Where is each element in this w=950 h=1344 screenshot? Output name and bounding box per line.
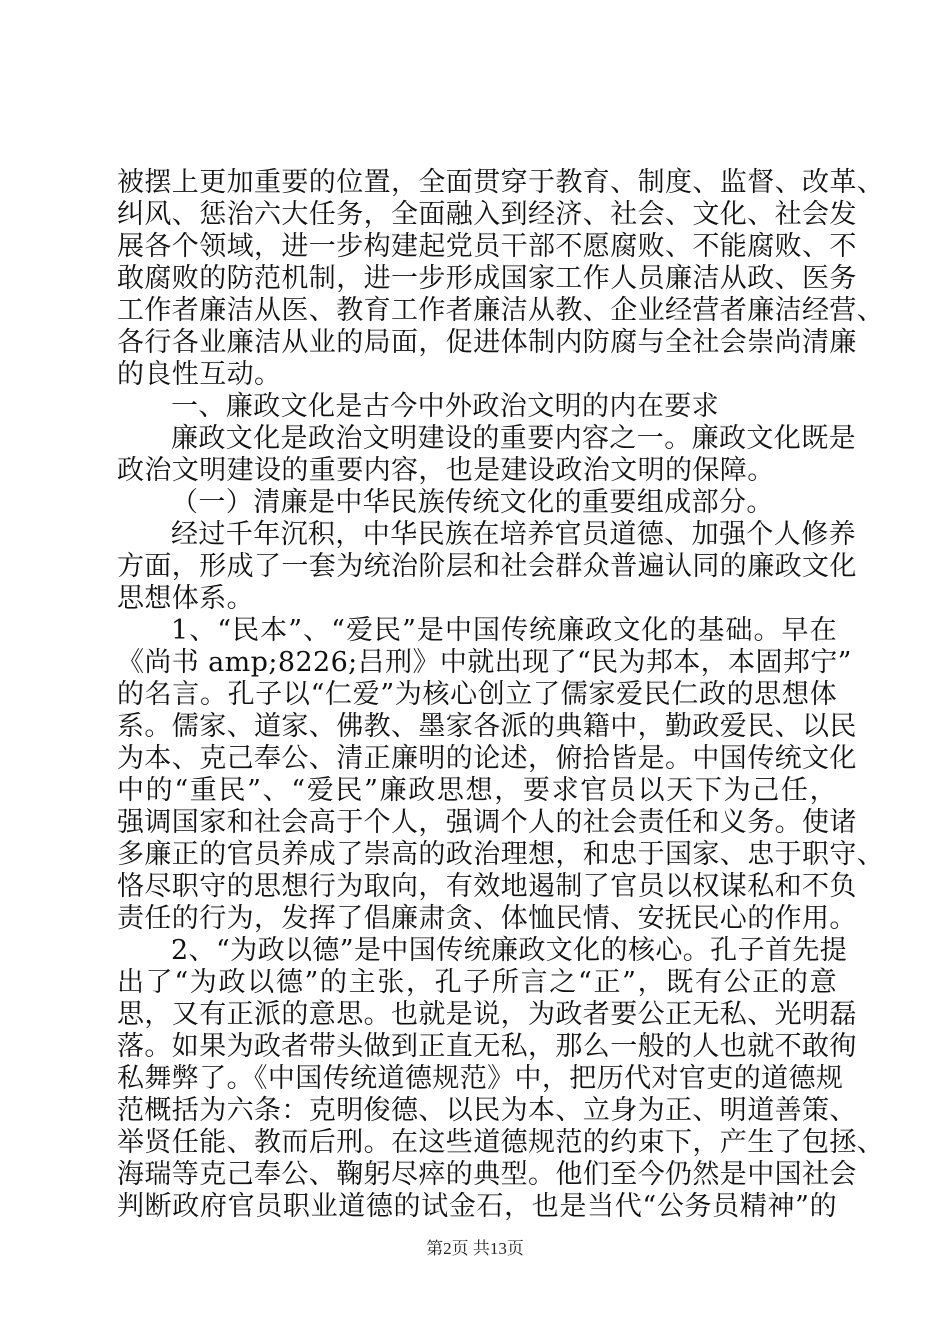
section-heading: 一、廉政文化是古今中外政治文明的内在要求 xyxy=(171,391,719,422)
text-line: 系。儒家、道家、佛教、墨家各派的典籍中，勤政爱民、以民 xyxy=(117,711,857,742)
text-line: 举贤任能、教而后刑。在这些道德规范的约束下，产生了包拯、 xyxy=(117,1127,885,1158)
text-line: 判断政府官员职业道德的试金石，也是当代“公务员精神”的 xyxy=(117,1191,837,1222)
text-line: 方面，形成了一套为统治阶层和社会群众普遍认同的廉政文化 xyxy=(117,551,857,582)
text-line: 强调国家和社会高于个人，强调个人的社会责任和义务。使诸 xyxy=(117,807,857,838)
subsection-heading: （一）清廉是中华民族传统文化的重要组成部分。 xyxy=(171,487,774,518)
text-line: 《尚书 amp;8226;吕刑》中就出现了“民为邦本，本固邦宁” xyxy=(117,647,852,678)
text-line: 出了“为政以德”的主张，孔子所言之“正”，既有公正的意 xyxy=(117,967,837,998)
page-number-footer: 第2页 共13页 xyxy=(426,1239,524,1258)
text-line: 敢腐败的防范机制，进一步形成国家工作人员廉洁从政、医务 xyxy=(117,263,857,294)
text-line: 纠风、惩治六大任务，全面融入到经济、社会、文化、社会发 xyxy=(117,199,857,230)
text-line: 范概括为六条：克明俊德、以民为本、立身为正、明道善策、 xyxy=(117,1095,857,1126)
text-line: 廉政文化是政治文明建设的重要内容之一。廉政文化既是 xyxy=(171,423,856,454)
text-line: 政治文明建设的重要内容，也是建设政治文明的保障。 xyxy=(117,455,775,486)
text-line: 恪尽职守的思想行为取向，有效地遏制了官员以权谋私和不负 xyxy=(117,871,857,902)
text-line: 思想体系。 xyxy=(117,583,254,614)
text-line: 展各个领域，进一步构建起党员干部不愿腐败、不能腐败、不 xyxy=(117,231,857,262)
text-line: 各行各业廉洁从业的局面，促进体制内防腐与全社会崇尚清廉 xyxy=(117,327,857,358)
text-line: 思，又有正派的意思。也就是说，为政者要公正无私、光明磊 xyxy=(117,999,857,1030)
text-line: 多廉正的官员养成了崇高的政治理想，和忠于国家、忠于职守、 xyxy=(117,839,885,870)
text-line: 责任的行为，发挥了倡廉肃贪、体恤民情、安抚民心的作用。 xyxy=(117,903,857,934)
text-line: 落。如果为政者带头做到正直无私，那么一般的人也就不敢徇 xyxy=(117,1031,857,1062)
text-line: 2、“为政以德”是中国传统廉政文化的核心。孔子首先提 xyxy=(171,935,848,966)
text-line: 的良性互动。 xyxy=(117,359,282,390)
text-line: 经过千年沉积，中华民族在培养官员道德、加强个人修养 xyxy=(171,519,856,550)
text-line: 中的“重民”、“爱民”廉政思想，要求官员以天下为己任， xyxy=(117,775,837,806)
text-line: 私舞弊了。《中国传统道德规范》中，把历代对官吏的道德规 xyxy=(117,1063,844,1094)
document-body xyxy=(117,167,885,1223)
text-line: 为本、克己奉公、清正廉明的论述，俯拾皆是。中国传统文化 xyxy=(117,743,857,774)
text-line: 海瑞等克己奉公、鞠躬尽瘁的典型。他们至今仍然是中国社会 xyxy=(117,1159,857,1190)
text-line: 工作者廉洁从医、教育工作者廉洁从教、企业经营者廉洁经营、 xyxy=(117,295,885,326)
text-line: 的名言。孔子以“仁爱”为核心创立了儒家爱民仁政的思想体 xyxy=(117,679,837,710)
text-line: 被摆上更加重要的位置，全面贯穿于教育、制度、监督、改革、 xyxy=(117,167,885,198)
text-line: 1、“民本”、“爱民”是中国传统廉政文化的基础。早在 xyxy=(171,615,837,646)
